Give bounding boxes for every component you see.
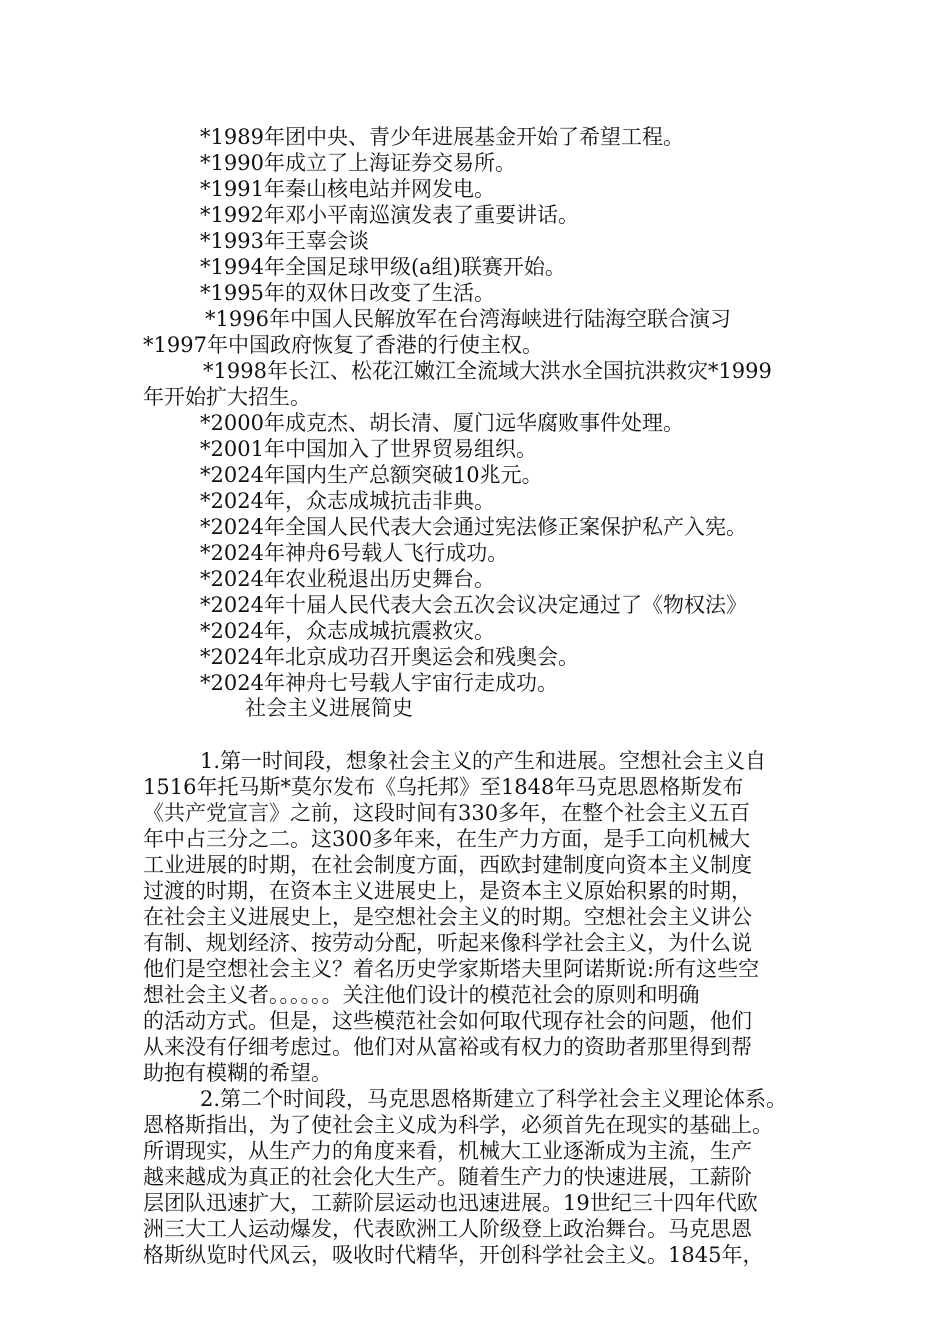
event-line-1990: *1990年成立了上海证券交易所。 <box>200 151 516 175</box>
para1-line: 助抱有模糊的希望。 <box>143 1061 332 1085</box>
para2-line: 所谓现实，从生产力的角度来看，机械大工业逐渐成为主流，生产 <box>143 1139 752 1163</box>
para1-line: 从来没有仔细考虑过。他们对从富裕或有权力的资助者那里得到帮 <box>143 1035 752 1059</box>
para1-line: 1516年托马斯*莫尔发布《乌托邦》至1848年马克思恩格斯发布 <box>143 775 744 799</box>
para1-line: 工业进展的时期，在社会制度方面，西欧封建制度向资本主义制度 <box>143 853 752 877</box>
event-line-1995: *1995年的双休日改变了生活。 <box>200 281 495 305</box>
event-line-property-law: *2024年十届人民代表大会五次会议决定通过了《物权法》 <box>200 593 747 617</box>
event-line-shenzhou6: *2024年神舟6号载人飞行成功。 <box>200 541 509 565</box>
event-line-earthquake: *2024年，众志成城抗震救灾。 <box>200 619 495 643</box>
event-line-2000: *2000年成克杰、胡长清、厦门远华腐败事件处理。 <box>200 411 684 435</box>
para2-line: 层团队迅速扩大，工薪阶层运动也迅速进展。19世纪三十四年代欧 <box>143 1191 758 1215</box>
event-line-1991: *1991年秦山核电站并网发电。 <box>200 177 495 201</box>
event-line-1996: *1996年中国人民解放军在台湾海峡进行陆海空联合演习 <box>205 307 731 331</box>
para2-line: 越来越成为真正的社会化大生产。随着生产力的快速进展，工薪阶 <box>143 1165 752 1189</box>
event-line-sars: *2024年，众志成城抗击非典。 <box>200 489 495 513</box>
event-line-1993: *1993年王辜会谈 <box>200 229 369 253</box>
event-line-2001: *2001年中国加入了世界贸易组织。 <box>200 437 537 461</box>
para2-line: 恩格斯指出，为了使社会主义成为科学，必须首先在现实的基础上。 <box>143 1113 773 1137</box>
event-line-1997: *1997年中国政府恢复了香港的行使主权。 <box>143 333 543 357</box>
event-line-olympics: *2024年北京成功召开奥运会和残奥会。 <box>200 645 579 669</box>
para1-line: 过渡的时期，在资本主义进展史上，是资本主义原始积累的时期， <box>143 879 752 903</box>
para1-line: 在社会主义进展史上，是空想社会主义的时期。空想社会主义讲公 <box>143 905 752 929</box>
para1-line: 想社会主义者。。。。。。关注他们设计的模范社会的原则和明确 <box>143 983 700 1007</box>
event-line-1994: *1994年全国足球甲级(a组)联赛开始。 <box>200 255 566 279</box>
para1-line: 的活动方式。但是，这些模范社会如何取代现存社会的问题，他们 <box>143 1009 752 1033</box>
para1-line: 《共产党宣言》之前，这段时间有330多年，在整个社会主义五百 <box>143 801 751 825</box>
event-line-1998: *1998年长江、松花江嫩江全流域大洪水全国抗洪救灾*1999 <box>203 359 772 383</box>
para1-line: 有制、规划经济、按劳动分配，听起来像科学社会主义，为什么说 <box>143 931 752 955</box>
event-line-1999-cont: 年开始扩大招生。 <box>143 385 311 409</box>
section-title: 社会主义进展简史 <box>245 696 413 720</box>
para2-line: 格斯纵览时代风云，吸收时代精华，开创科学社会主义。1845年， <box>143 1243 764 1267</box>
event-line-shenzhou7: *2024年神舟七号载人宇宙行走成功。 <box>200 671 558 695</box>
event-line-1989: *1989年团中央、青少年进展基金开始了希望工程。 <box>200 125 684 149</box>
para1-line: 他们是空想社会主义？着名历史学家斯塔夫里阿诺斯说:所有这些空 <box>143 957 760 981</box>
para2-line: 2.第二个时间段，马克思恩格斯建立了科学社会主义理论体系。 <box>200 1087 788 1111</box>
event-line-gdp: *2024年国内生产总额突破10兆元。 <box>200 463 543 487</box>
event-line-agri-tax: *2024年农业税退出历史舞台。 <box>200 567 495 591</box>
event-line-1992: *1992年邓小平南巡演发表了重要讲话。 <box>200 203 579 227</box>
para1-line: 1.第一时间段，想象社会主义的产生和进展。空想社会主义自 <box>200 749 767 773</box>
para1-line: 年中占三分之二。这300多年来，在生产力方面，是手工向机械大 <box>143 827 751 851</box>
event-line-constitution: *2024年全国人民代表大会通过宪法修正案保护私产入宪。 <box>200 515 747 539</box>
para2-line: 洲三大工人运动爆发，代表欧洲工人阶级登上政治舞台。马克思恩 <box>143 1217 752 1241</box>
